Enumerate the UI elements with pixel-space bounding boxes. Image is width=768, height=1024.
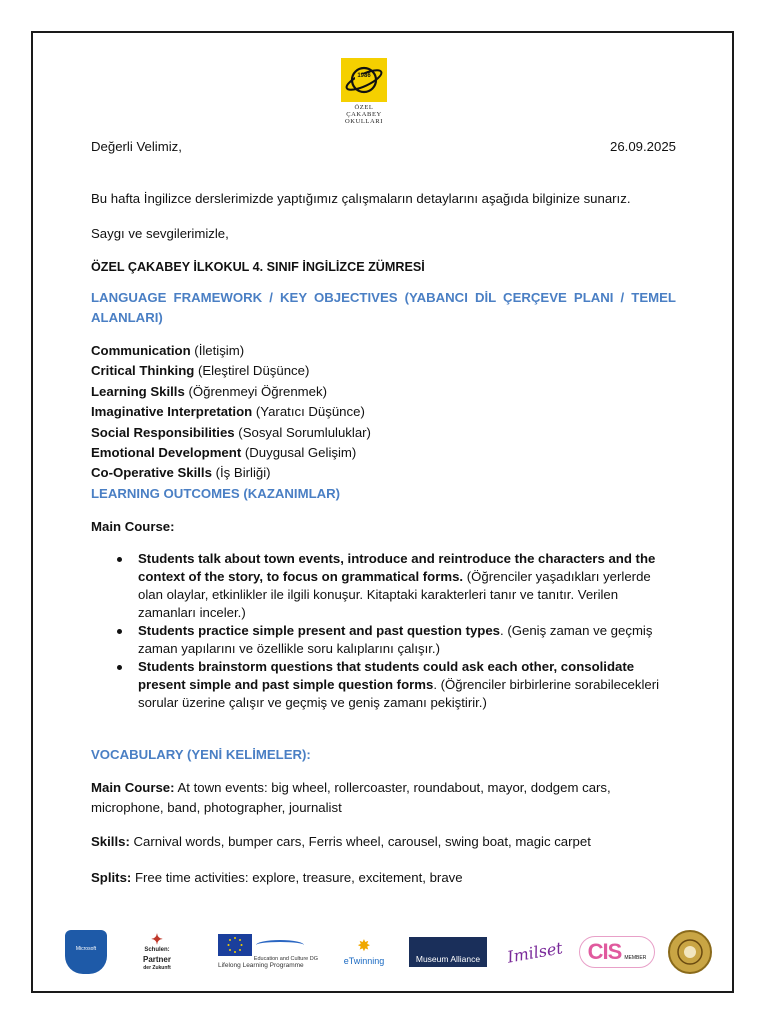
skill-item bbox=[91, 361, 591, 381]
gold-seal-logo bbox=[666, 928, 714, 976]
bullet-icon bbox=[117, 665, 122, 670]
lifelong-learning-logo bbox=[204, 928, 332, 976]
etwinning-logo bbox=[334, 928, 394, 976]
skill-translation: (Yaratıcı Düşünce) bbox=[252, 404, 365, 420]
skill-item bbox=[91, 443, 591, 463]
skill-translation: (Öğrenmeyi Öğrenmek) bbox=[184, 383, 327, 399]
cis-label: CIS bbox=[587, 939, 622, 964]
partner-line-1: Schulen: bbox=[144, 946, 170, 953]
greeting: Değerli Velimiz, bbox=[91, 139, 182, 154]
skill-item bbox=[91, 463, 591, 483]
vocabulary-heading: VOCABULARY (YENİ KELİMELER): bbox=[91, 747, 311, 762]
outcome-bold: Students practice simple present and past question types bbox=[138, 623, 501, 638]
skill-item bbox=[91, 402, 591, 422]
bullet-icon bbox=[117, 557, 122, 562]
framework-heading: LANGUAGE FRAMEWORK / KEY OBJECTIVES (YABANCI DİL ÇERÇEVE PLANI / TEMEL ALANLARI) bbox=[91, 290, 676, 325]
vocabulary-splits bbox=[91, 868, 676, 888]
skill-name: Social Responsibilities bbox=[91, 424, 235, 440]
skill-name: Learning Skills bbox=[91, 383, 185, 399]
school-logo bbox=[341, 58, 387, 130]
outcome-translation: (Öğrenciler yaşadıkları yerlerde olan olaylar, etkinlikler ile ilgili konuşur. Kitaptaki karakterleri tanır ve tanıtır. Verilen zamanları inceler.) bbox=[138, 569, 651, 620]
partner-logos bbox=[62, 928, 714, 976]
vocab-label: Splits: bbox=[91, 870, 132, 885]
schulen-partner-logo bbox=[128, 928, 186, 976]
skill-translation: (Duygusal Gelişim) bbox=[241, 444, 357, 460]
list-item bbox=[117, 622, 677, 658]
partner-line-2: Partner bbox=[142, 954, 171, 964]
skill-translation: (Eleştirel Düşünce) bbox=[194, 363, 310, 379]
vocab-text: Carnival words, bumper cars, Ferris wheel, carousel, swing boat, magic carpet bbox=[129, 834, 591, 849]
etwinning-label: eTwinning bbox=[343, 956, 385, 966]
vocab-text: At town events: big wheel, rollercoaster, roundabout, mayor, dodgem cars, microphone, band, photographer, journalist bbox=[91, 780, 611, 815]
skill-item bbox=[91, 341, 591, 361]
cis-member-label: MEMBER bbox=[624, 955, 647, 961]
skill-name: Imaginative Interpretation bbox=[91, 404, 253, 420]
etwinning-star-icon: ✸ bbox=[357, 938, 371, 955]
bullet-icon bbox=[117, 629, 122, 634]
outcomes-list bbox=[117, 550, 677, 712]
logo-year: 1986 bbox=[357, 73, 371, 79]
intro-paragraph: Bu hafta İngilizce derslerimizde yaptığımız çalışmaların detaylarını aşağıda bilginize sunarız. bbox=[91, 191, 631, 206]
partner-line-3: der Zukunft bbox=[143, 964, 171, 971]
vocabulary-skills bbox=[91, 832, 676, 852]
list-item bbox=[117, 550, 677, 622]
vocabulary-main-course bbox=[91, 778, 676, 818]
letter-date: 26.09.2025 bbox=[609, 139, 676, 154]
eu-caption: Education and Culture DG bbox=[253, 956, 318, 962]
skill-translation: (Sosyal Sorumluluklar) bbox=[234, 424, 371, 440]
llp-swoosh-icon bbox=[256, 940, 304, 950]
signature-logo bbox=[500, 928, 570, 976]
museum-label: Museum Alliance bbox=[415, 954, 481, 964]
skill-item bbox=[91, 382, 591, 402]
department-title: ÖZEL ÇAKABEY İLKOKUL 4. SINIF İNGİLİZCE ZÜMRESİ bbox=[91, 260, 425, 274]
outcomes-heading: LEARNING OUTCOMES (KAZANIMLAR) bbox=[91, 486, 341, 501]
skill-item bbox=[91, 423, 591, 443]
outcome-translation: . (Geniş zaman ve geçmiş zaman yapılarını ve özellikle soru kalıplarını çalışır.) bbox=[138, 623, 653, 656]
cis-member-logo bbox=[574, 928, 660, 976]
outcome-bold: Students talk about town events, introduce and reintroduce the characters and the context of the story, to focus on grammatical forms. bbox=[138, 551, 656, 584]
logo-line-3: OKULLARI bbox=[344, 118, 384, 125]
microsoft-showcase-logo bbox=[62, 928, 110, 976]
main-course-label: Main Course: bbox=[91, 519, 175, 534]
skill-name: Communication bbox=[91, 343, 191, 358]
list-item bbox=[117, 658, 677, 712]
logo-text bbox=[341, 104, 387, 125]
logo-line-2: ÇAKABEY bbox=[346, 111, 382, 118]
microsoft-label: Microsoft bbox=[75, 946, 97, 952]
llp-label: Lifelong Learning Programme bbox=[218, 962, 304, 969]
key-objectives-list bbox=[91, 341, 591, 484]
logo-emblem bbox=[341, 58, 387, 102]
logo-line-1: ÖZEL bbox=[354, 104, 374, 111]
vocab-label: Main Course: bbox=[91, 780, 175, 795]
outcome-bold: Students brainstorm questions that students could ask each other, consolidate present simple and past simple question forms bbox=[138, 659, 635, 692]
skill-name: Co-Operative Skills bbox=[91, 465, 212, 481]
award-seal-icon bbox=[668, 930, 712, 974]
eu-flag-icon bbox=[218, 934, 252, 956]
skill-name: Critical Thinking bbox=[91, 363, 195, 379]
partner-figure-icon: ✦ bbox=[151, 930, 163, 947]
outcome-translation: . (Öğrenciler birbirlerine sorabilecekleri sorular üzerine çalışır ve geçmiş ve geniş zamanı pekiştirir.) bbox=[138, 677, 660, 710]
signature-text: Imilset bbox=[505, 937, 565, 967]
vocab-text: Free time activities: explore, treasure, excitement, brave bbox=[131, 870, 463, 885]
regards-line: Saygı ve sevgilerimizle, bbox=[91, 226, 229, 241]
vocab-label: Skills: bbox=[91, 834, 130, 849]
skill-name: Emotional Development bbox=[91, 444, 242, 460]
museum-alliance-logo bbox=[406, 928, 490, 976]
skill-translation: (İletişim) bbox=[190, 343, 245, 358]
skill-translation: (İş Birliği) bbox=[211, 465, 271, 481]
